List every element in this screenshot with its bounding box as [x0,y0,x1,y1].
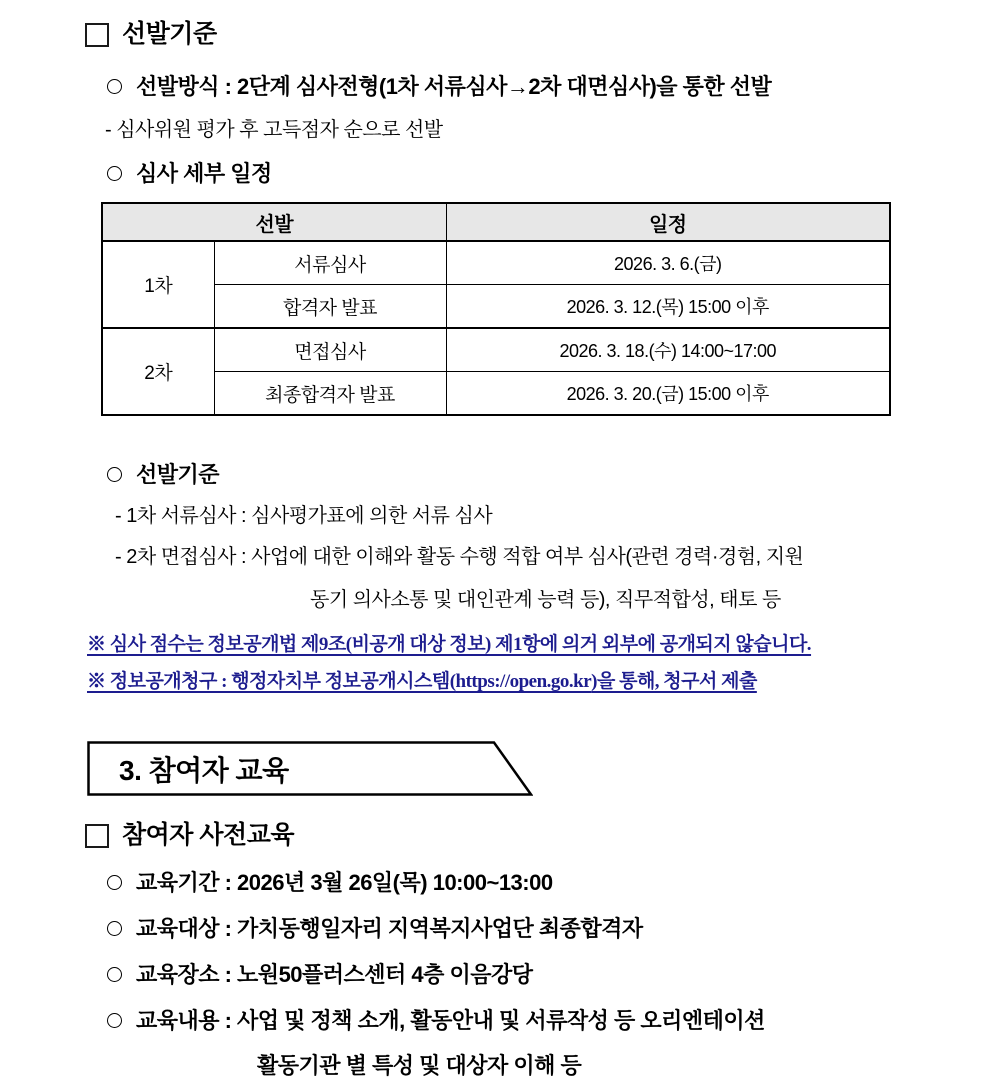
education-content-line2: 활동기관 별 특성 및 대상자 이해 등 [257,1053,582,1078]
circle-bullet-icon [107,921,122,936]
selection-criteria-heading [85,18,952,50]
circle-bullet-icon [107,1013,122,1028]
criteria-item-2-line2: 동기 의사소통 및 대인관계 능력 등), 직무적합성, 태토 등 [310,589,781,611]
pre-education-heading [85,819,952,851]
note2-suffix: )을 통해, 청구서 제출 [591,671,757,692]
education-place-item [103,960,952,989]
banner-title: 3. 참여자 교육 [119,754,289,786]
education-target-item [103,914,952,943]
circle-bullet-icon [107,967,122,982]
section-square-icon [85,23,109,47]
selection-criteria-heading-label: 선발기준 [122,20,217,48]
education-content-text: 교육내용 : 사업 및 정책 소개, 활동안내 및 서류작성 등 오리엔테이션 [136,1008,765,1033]
education-place-text: 교육장소 : 노원50플러스센터 4층 이음강당 [136,962,533,987]
schedule-title-text: 심사 세부 일정 [136,161,272,186]
section-square-icon [85,824,109,848]
education-details [85,868,952,1080]
table-row [102,328,890,372]
schedule-cell: 2026. 3. 12.(목) 15:00 이후 [446,285,890,329]
education-period-text: 교육기간 : 2026년 3월 26일(목) 10:00~13:00 [136,870,553,895]
circle-bullet-icon [107,79,122,94]
section-3-banner [87,741,533,796]
selection-method-text: 선발방식 : 2단계 심사전형(1차 서류심사→2차 대면심사)을 통한 선발 [136,74,772,99]
pre-education-heading-label: 참여자 사전교육 [122,821,294,849]
item-cell: 최종합격자 발표 [214,372,446,416]
table-row [102,285,890,329]
selection-method-item [103,72,952,101]
header-selection: 선발 [102,203,446,241]
education-target-text: 교육대상 : 가치동행일자리 지역복지사업단 최종합격자 [136,916,643,941]
schedule-cell: 2026. 3. 18.(수) 14:00~17:00 [446,328,890,372]
note2-prefix: ※ 정보공개청구 : 행정자치부 정보공개시스템( [87,671,456,692]
header-schedule: 일정 [446,203,890,241]
criteria-title-text: 선발기준 [136,462,220,487]
stage-cell: 2차 [102,328,214,415]
note-information-request [87,669,952,695]
table-row [102,372,890,416]
stage-cell: 1차 [102,241,214,328]
schedule-cell: 2026. 3. 20.(금) 15:00 이후 [446,372,890,416]
table-header-row [102,203,890,241]
education-period-item [103,868,952,897]
note-confidentiality: ※ 심사 점수는 정보공개법 제9조(비공개 대상 정보) 제1항에 의거 외부에 공개되지 않습니다. [87,634,812,655]
criteria-item-2-line1: - 2차 면접심사 : 사업에 대한 이해와 활동 수행 적합 여부 심사(관련 경력·경험, 지원 [115,546,804,568]
item-cell: 서류심사 [214,241,446,285]
table-row [102,241,890,285]
schedule-title-item [103,159,952,188]
criteria-item-1: - 1차 서류심사 : 심사평가표에 의한 서류 심사 [115,505,493,527]
circle-bullet-icon [107,467,122,482]
education-content-item [103,1006,952,1035]
selection-method-note: - 심사위원 평가 후 고득점자 순으로 선발 [105,119,443,141]
circle-bullet-icon [107,166,122,181]
criteria-title-item [103,460,952,489]
item-cell: 면접심사 [214,328,446,372]
schedule-table [101,202,891,416]
item-cell: 합격자 발표 [214,285,446,329]
circle-bullet-icon [107,875,122,890]
open-go-kr-link[interactable]: https://open.go.kr [455,671,592,692]
schedule-cell: 2026. 3. 6.(금) [446,241,890,285]
